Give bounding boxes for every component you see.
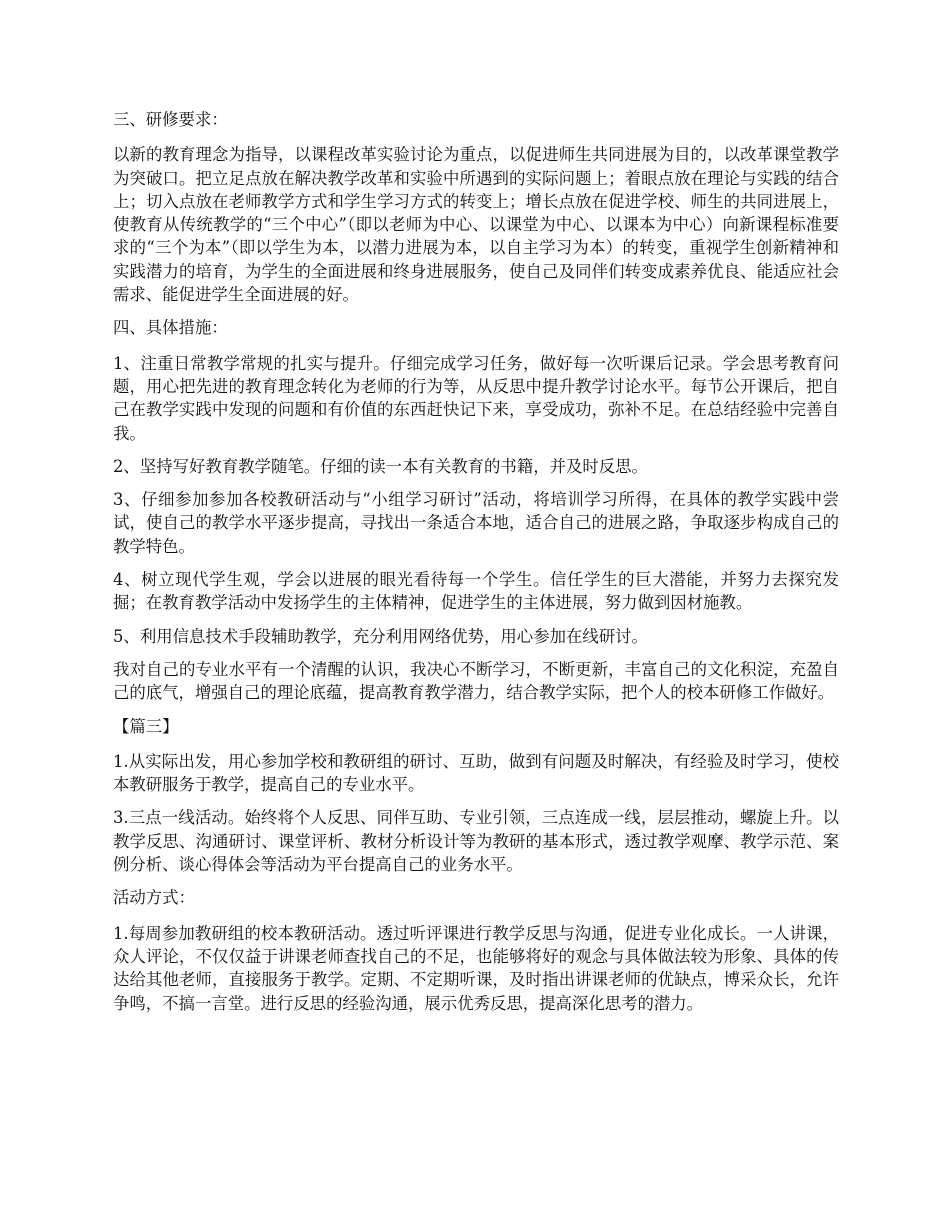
paragraph-part-three-3: 3.三点一线活动。始终将个人反思、同伴互助、专业引领，三点连成一线，层层推动，螺旋上升。以教学反思、沟通研讨、课堂评析、教材分析设计等为教研的基本形式，透过教学观摩、教学示范、案例分析、谈心得体会等活动为平台提高自己的业务水平。 [113, 808, 839, 875]
document-page [113, 108, 839, 1025]
paragraph-measure-5: 5、利用信息技术手段辅助教学，充分利用网络优势，用心参加在线研讨。 [113, 626, 648, 646]
section-heading-measures: 四、具体措施： [113, 318, 228, 338]
paragraph-requirements-body: 以新的教育理念为指导，以课程改革实验讨论为重点，以促进师生共同进展为目的，以改革课堂教学为突破口。把立足点放在解决教学改革和实验中所遇到的实际问题上；着眼点放在理论与实践的结合上；切入点放在老师教学方式和学生学习方式的转变上；增长点放在促进学校、师生的共同进展上，使教育从传统教学的“三个中心”（即以老师为中心、以课堂为中心、以课本为中心）向新课程标准要求的“三个为本”（即以学生为本，以潜力进展为本，以自主学习为本）的转变，重视学生创新精神和实践潜力的培育，为学生的全面进展和终身进展服务，使自己及同伴们转变成素养优良、能适应社会需求、能促进学生全面进展的好。 [113, 145, 839, 305]
paragraph-conclusion: 我对自己的专业水平有一个清醒的认识，我决心不断学习，不断更新，丰富自己的文化积淀，充盈自己的底气，增强自己的理论底蕴，提高教育教学潜力，结合教学实际，把个人的校本研修工作做好。 [113, 659, 839, 703]
paragraph-measure-2: 2、坚持写好教育教学随笔。仔细的读一本有关教育的书籍，并及时反思。 [113, 456, 648, 476]
section-heading-part-three: 【篇三】 [113, 716, 179, 736]
section-heading-requirements: 三、研修要求： [113, 110, 228, 129]
section-heading-activity-methods: 活动方式： [113, 888, 195, 908]
paragraph-measure-1: 1、注重日常教学常规的扎实与提升。仔细完成学习任务，做好每一次听课后记录。学会思考教育问题，用心把先进的教育理念转化为老师的行为等，从反思中提升教学讨论水平。每节公开课后，把自己在教学实践中发现的问题和有价值的东西赶快记下来，享受成功，弥补不足。在总结经验中完善自我。 [113, 353, 839, 443]
paragraph-measure-3: 3、仔细参加参加各校教研活动与“小组学习研讨”活动，将培训学习所得，在具体的教学实践中尝试，使自己的教学水平逐步提高，寻找出一条适合本地，适合自己的进展之路，争取逐步构成自己的教学特色。 [113, 490, 839, 556]
paragraph-measure-4: 4、树立现代学生观，学会以进展的眼光看待每一个学生。信任学生的巨大潜能，并努力去探究发掘；在教育教学活动中发扬学生的主体精神，促进学生的主体进展，努力做到因材施教。 [113, 570, 839, 613]
paragraph-activity-method-1: 1.每周参加教研组的校本教研活动。透过听评课进行教学反思与沟通，促进专业化成长。一人讲课，众人评论，不仅仅益于讲课老师查找自己的不足，也能够将好的观念与具体做法较为形象、具体的传达给其他老师，直接服务于教学。定期、不定期听课，及时指出讲课老师的优缺点，博采众长，允许争鸣，不搞一言堂。进行反思的经验沟通，展示优秀反思，提高深化思考的潜力。 [113, 923, 839, 1013]
paragraph-part-three-1: 1.从实际出发，用心参加学校和教研组的研讨、互助，做到有问题及时解决，有经验及时学习，使校本教研服务于教学，提高自己的专业水平。 [113, 751, 839, 795]
